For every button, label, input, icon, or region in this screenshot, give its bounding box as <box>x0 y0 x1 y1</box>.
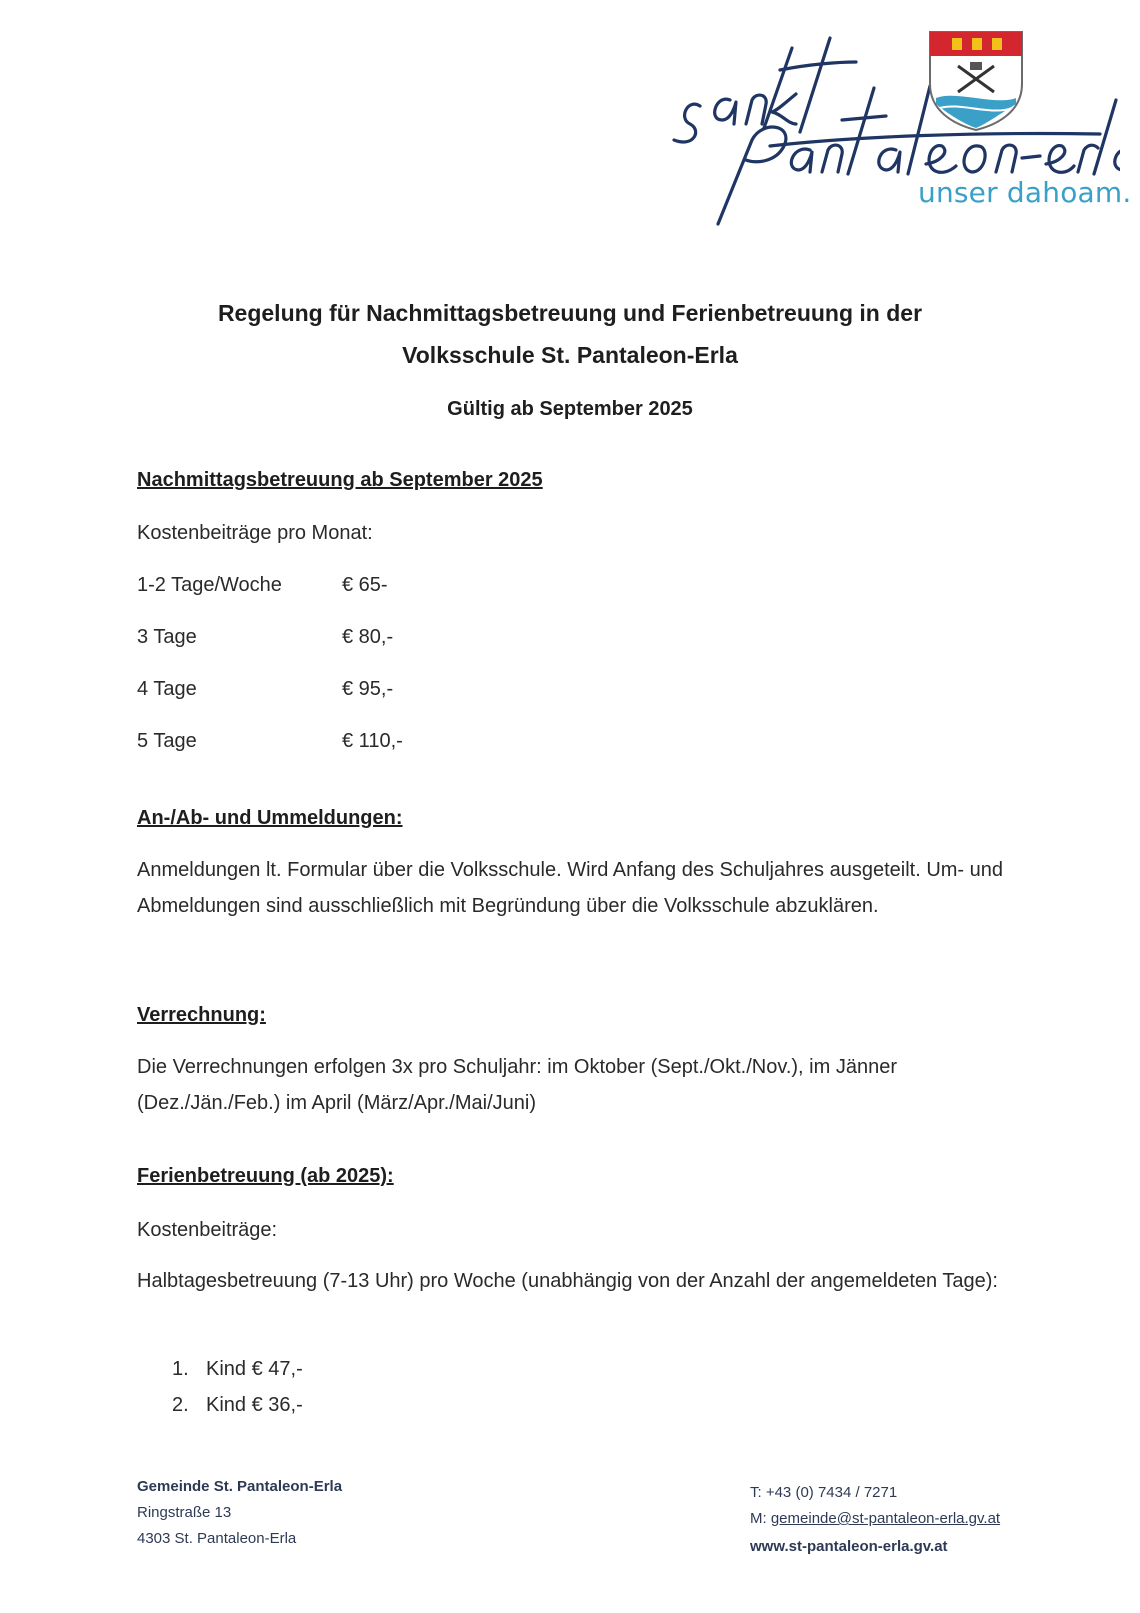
price-row-value: € 95,- <box>342 678 394 700</box>
footer-org: Gemeinde St. Pantaleon-Erla <box>137 1478 343 1495</box>
valid-from: Gültig ab September 2025 <box>447 398 693 420</box>
billing-heading: Verrechnung: <box>137 1004 266 1026</box>
title-line-2: Volksschule St. Pantaleon-Erla <box>402 342 738 368</box>
footer-mail <box>750 1510 1000 1527</box>
billing-text: Die Verrechnungen erfolgen 3x pro Schuljahr: im Oktober (Sept./Okt./Nov.), im Jänner (Dez./Jän./Feb.) im April (März/Apr./Mai/Juni) <box>137 1056 897 1114</box>
coat-of-arms-icon <box>930 32 1022 130</box>
price-row-label: 5 Tage <box>137 730 197 752</box>
footer-mail-prefix: M: <box>750 1510 771 1527</box>
price-row-label: 4 Tage <box>137 678 197 700</box>
list-item: Kind € 36,- <box>206 1394 303 1416</box>
list-item: Kind € 47,- <box>206 1358 303 1380</box>
afternoon-care-heading: Nachmittagsbetreuung ab September 2025 <box>137 469 543 491</box>
price-row-label: 1-2 Tage/Woche <box>137 574 282 596</box>
footer-city: 4303 St. Pantaleon-Erla <box>137 1530 297 1547</box>
title-line-1: Regelung für Nachmittagsbetreuung und Ferienbetreuung in der <box>217 300 923 326</box>
email-link[interactable]: gemeinde@st-pantaleon-erla.gv.at <box>770 1510 1001 1527</box>
price-row-label: 3 Tage <box>137 626 197 648</box>
footer-website[interactable]: www.st-pantaleon-erla.gv.at <box>750 1538 948 1555</box>
holiday-care-heading: Ferienbetreuung (ab 2025): <box>137 1165 394 1187</box>
list-item-number: 1. <box>172 1358 189 1380</box>
price-row-value: € 110,- <box>342 730 403 752</box>
list-item-number: 2. <box>172 1394 189 1416</box>
holiday-care-intro: Kostenbeiträge: <box>137 1219 278 1241</box>
document-title <box>0 292 1140 376</box>
municipality-logo <box>660 28 1132 238</box>
price-row-value: € 65- <box>342 574 388 596</box>
footer-phone: T: +43 (0) 7434 / 7271 <box>750 1484 898 1501</box>
registration-heading: An-/Ab- und Ummeldungen: <box>137 807 403 829</box>
registration-text: Anmeldungen lt. Formular über die Volksschule. Wird Anfang des Schuljahres ausgeteilt. Um- und Abmeldungen sind ausschließlich mit Begründung über die Volksschule abzuklären. <box>137 859 1004 917</box>
footer-street: Ringstraße 13 <box>137 1504 232 1521</box>
logo-tagline: unser dahoam. <box>918 176 1132 209</box>
holiday-care-text: Halbtagesbetreuung (7-13 Uhr) pro Woche (unabhängig von der Anzahl der angemeldeten Tage): <box>137 1270 998 1292</box>
afternoon-care-intro: Kostenbeiträge pro Monat: <box>137 522 373 544</box>
price-row-value: € 80,- <box>342 626 394 648</box>
